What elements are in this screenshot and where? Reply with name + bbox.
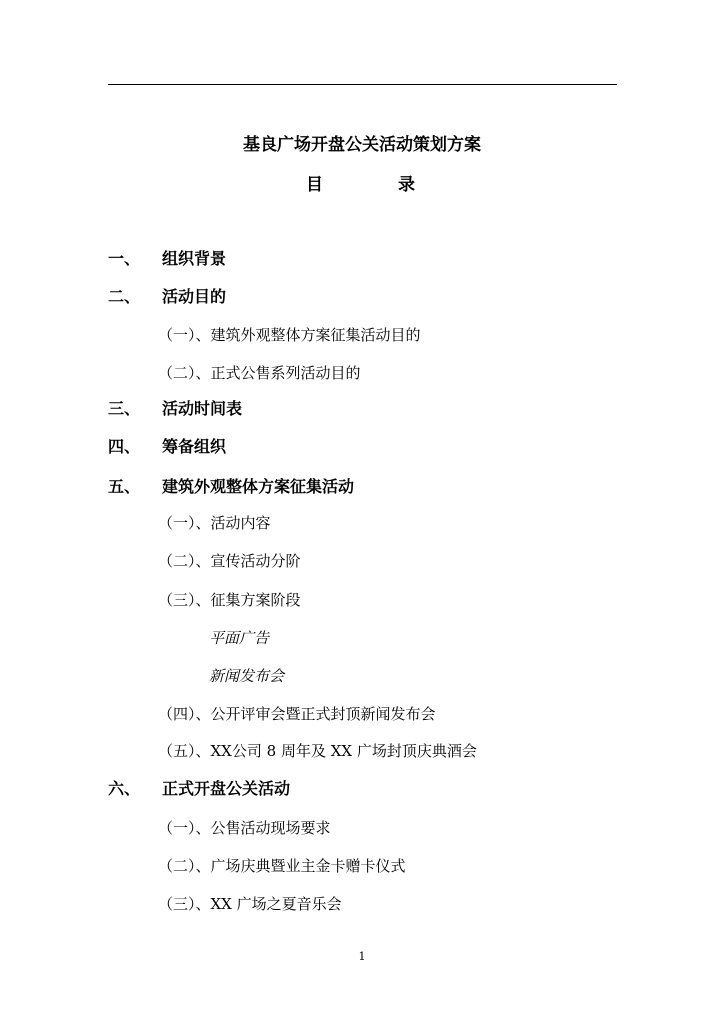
section-number: 六、 <box>108 779 141 798</box>
section-number: 三、 <box>108 399 141 418</box>
toc-section-1 <box>108 248 226 270</box>
section-label: 活动时间表 <box>162 399 243 418</box>
toc-section-2 <box>108 286 226 308</box>
toc-section-3 <box>108 398 242 420</box>
section-label: 正式开盘公关活动 <box>162 779 291 798</box>
toc-section-6 <box>108 778 290 800</box>
section-label: 筹备组织 <box>162 437 227 456</box>
section-label: 组织背景 <box>162 249 227 268</box>
document-title: 基良广场开盘公关活动策划方案 <box>243 135 481 155</box>
toc-subsection: （一）、公售活动现场要求 <box>158 819 331 837</box>
section-number: 五、 <box>108 477 141 496</box>
toc-section-5 <box>108 476 354 498</box>
toc-item: 新闻发布会 <box>209 667 285 685</box>
section-number: 二、 <box>108 287 141 306</box>
toc-subsection: （三）、征集方案阶段 <box>158 591 301 609</box>
toc-section-4 <box>108 436 226 458</box>
section-label: 活动目的 <box>162 287 227 306</box>
toc-subsection: （一）、建筑外观整体方案征集活动目的 <box>158 326 421 344</box>
toc-heading-char-2: 录 <box>398 175 415 195</box>
toc-subsection: （一）、活动内容 <box>158 514 271 532</box>
toc-subsection: （四）、公开评审会暨正式封顶新闻发布会 <box>158 705 436 723</box>
toc-item: 平面广告 <box>209 629 270 647</box>
toc-subsection: （五）、XX公司 8 周年及 XX 广场封顶庆典酒会 <box>158 742 477 760</box>
section-number: 四、 <box>108 437 141 456</box>
section-label: 建筑外观整体方案征集活动 <box>162 477 355 496</box>
section-number: 一、 <box>108 249 141 268</box>
toc-subsection: （二）、正式公售系列活动目的 <box>158 364 361 382</box>
toc-subsection: （三）、XX 广场之夏音乐会 <box>158 895 342 913</box>
toc-subsection: （二）、广场庆典暨业主金卡赠卡仪式 <box>158 857 406 875</box>
toc-subsection: （二）、宣传活动分阶 <box>158 552 301 570</box>
toc-heading-char-1: 目 <box>306 175 323 195</box>
header-rule <box>108 84 617 85</box>
page-number: 1 <box>358 950 366 963</box>
